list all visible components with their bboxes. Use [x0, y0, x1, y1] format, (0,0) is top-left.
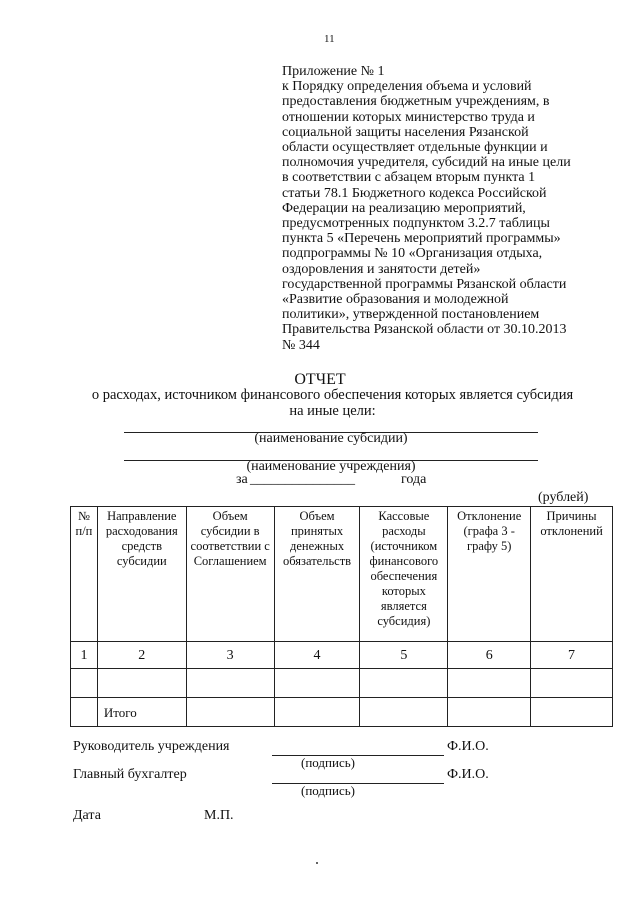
period-blank: _______________ — [250, 472, 355, 487]
appendix-line: области осуществляет отдельные функции и — [282, 140, 548, 156]
table-header-cell: № п/п — [71, 507, 98, 642]
column-number-cell: 5 — [360, 642, 448, 669]
appendix-line: в соответствии с абзацем вторым пункта 1 — [282, 170, 536, 186]
total-row — [71, 698, 613, 727]
table-header-cell: Объем принятых денежных обязательств — [274, 507, 360, 642]
page-number: 11 — [324, 33, 335, 45]
appendix-line: пункта 5 «Перечень мероприятий программы» — [282, 231, 561, 247]
report-subtitle — [70, 387, 595, 419]
table-cell — [360, 698, 448, 727]
accountant-label: Главный бухгалтер — [73, 767, 187, 782]
appendix-line: «Развитие образования и молодежной — [282, 292, 509, 308]
column-number-cell: 1 — [71, 642, 98, 669]
report-title: ОТЧЕТ — [294, 371, 346, 388]
table-cell — [531, 698, 613, 727]
scan-dot — [316, 862, 318, 864]
table-cell — [448, 669, 531, 698]
appendix-line: статьи 78.1 Бюджетного кодекса Российской — [282, 185, 547, 201]
appendix-line: к Порядку определения объема и условий — [282, 79, 532, 95]
table-cell — [531, 669, 613, 698]
table-row — [71, 669, 613, 698]
table-header-cell: Причины отклонений — [531, 507, 613, 642]
head-label: Руководитель учреждения — [73, 739, 230, 754]
column-number-row — [71, 642, 613, 669]
appendix-line: социальной защиты населения Рязанской — [282, 124, 529, 140]
column-number-cell: 7 — [531, 642, 613, 669]
table-cell — [274, 669, 360, 698]
table-cell — [360, 669, 448, 698]
appendix-header — [282, 64, 600, 353]
head-signature-line — [272, 755, 444, 756]
table-cell — [71, 669, 98, 698]
report-subtitle-line: о расходах, источником финансового обеспечения которых является субсидия — [91, 387, 574, 403]
table-header-cell: Направление расходования средств субсидии — [97, 507, 186, 642]
appendix-line: политики», утвержденной постановлением — [282, 307, 540, 323]
table-header-cell: Объем субсидии в соответствии с Соглашением — [186, 507, 274, 642]
period-suffix: года — [401, 472, 427, 487]
date-label: Дата — [73, 808, 101, 823]
table-header-row — [71, 507, 613, 642]
institution-name-caption: (наименование учреждения) — [246, 459, 416, 474]
accountant-signature-caption: (подпись) — [301, 783, 355, 798]
column-number-cell: 4 — [274, 642, 360, 669]
accountant-fio: Ф.И.О. — [447, 767, 489, 782]
appendix-line: оздоровления и занятости детей» — [282, 261, 481, 277]
head-signature-caption: (подпись) — [301, 755, 355, 770]
appendix-line: полномочия учредителя, субсидий на иные цели — [282, 155, 571, 171]
total-label: Итого — [97, 698, 186, 727]
stamp-label: М.П. — [204, 808, 234, 823]
appendix-line: Федерации на реализацию мероприятий, — [282, 200, 526, 216]
accountant-signature-line — [272, 783, 444, 784]
column-number-cell: 3 — [186, 642, 274, 669]
appendix-line: подпрограммы № 10 «Организация отдыха, — [282, 246, 543, 262]
head-fio: Ф.И.О. — [447, 739, 489, 754]
appendix-line: государственной программы Рязанской области — [282, 276, 567, 292]
table-cell — [186, 698, 274, 727]
appendix-line: Правительства Рязанской области от 30.10.2013 — [282, 322, 567, 338]
table-cell — [448, 698, 531, 727]
units-label: (рублей) — [538, 490, 589, 505]
period-prefix: за — [236, 472, 248, 487]
report-table — [70, 506, 613, 727]
table-header-cell: Кассовые расходы (источником финансового обеспечения которых является субсидия) — [360, 507, 448, 642]
subsidy-name-caption: (наименование субсидии) — [254, 431, 408, 446]
appendix-line: отношении которых министерство труда и — [282, 109, 535, 125]
appendix-line: Приложение № 1 — [282, 64, 385, 79]
table-cell — [97, 669, 186, 698]
appendix-line: № 344 — [282, 337, 320, 353]
appendix-line: предусмотренных подпунктом 3.2.7 таблицы — [282, 216, 550, 232]
table-cell — [274, 698, 360, 727]
table-cell — [186, 669, 274, 698]
column-number-cell: 6 — [448, 642, 531, 669]
report-subtitle-line: на иные цели: — [289, 403, 376, 419]
table-header-cell: Отклонение (графа 3 - графу 5) — [448, 507, 531, 642]
appendix-line: предоставления бюджетным учреждениям, в — [282, 94, 550, 110]
table-cell — [71, 698, 98, 727]
column-number-cell: 2 — [97, 642, 186, 669]
